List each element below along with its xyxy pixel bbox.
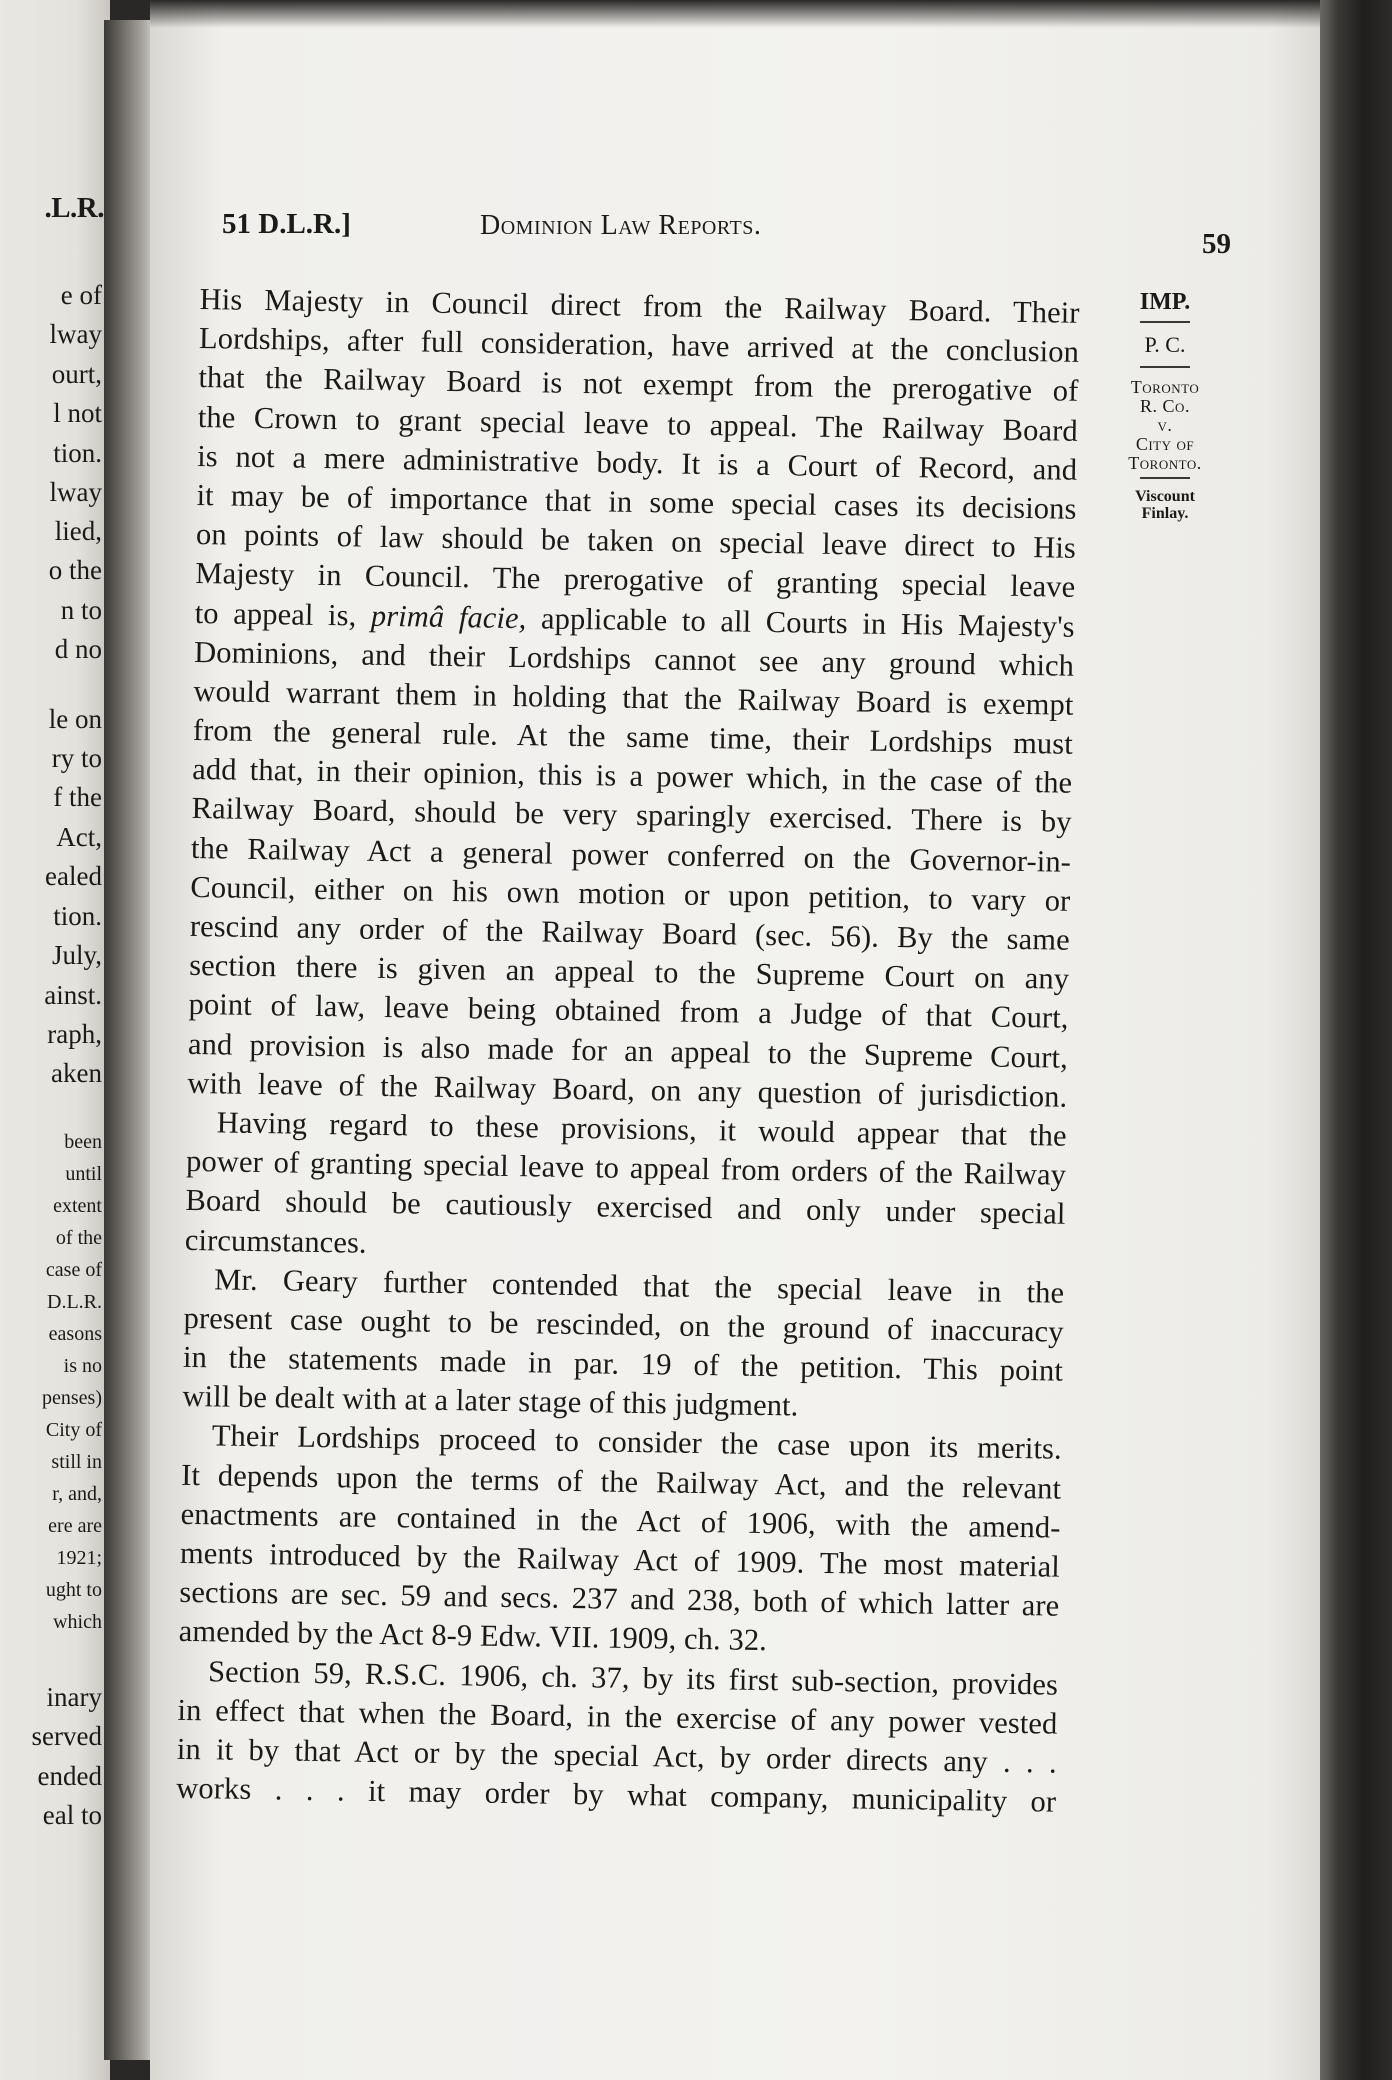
journal-title: Dominion Law Reports.: [480, 210, 762, 241]
text-line: from the general rule. At the same time, their Lordships must: [192, 713, 1074, 761]
previous-page-line: ught to: [45, 1579, 102, 1601]
previous-page-line: D.L.R.: [47, 1291, 102, 1313]
text-line: Dominions, and their Lordships cannot see any ground which: [193, 634, 1075, 683]
previous-page-line: l not: [53, 398, 102, 428]
margin-case-line: v.: [1157, 415, 1173, 436]
previous-page-line: ry to: [51, 743, 102, 773]
previous-page-line: le on: [48, 704, 102, 734]
previous-page-line: tion.: [53, 901, 102, 931]
text-segment: to appeal is,: [194, 595, 372, 633]
text-line: Having regard to these provisions, it would appear that the: [216, 1105, 1067, 1153]
text-line: in effect that when the Board, in the exercise of any power vested: [177, 1692, 1058, 1741]
text-line: It depends upon the terms of the Railway Act, and the relevant: [180, 1457, 1062, 1506]
margin-case-line: R. Co.: [1140, 396, 1190, 417]
text-line: point of law, leave being obtained from a Judge of that Court,: [188, 987, 1069, 1036]
previous-page-line: ended: [37, 1761, 102, 1791]
text-line: enactments are contained in the Act of 1906, with the amend-: [180, 1496, 1061, 1545]
text-line: Board should be cautiously exercised and only under special: [185, 1183, 1066, 1232]
text-line: on points of law should be taken on special leave direct to His: [195, 517, 1077, 565]
margin-notes: [1100, 290, 1230, 522]
margin-judge-line: Finlay.: [1141, 504, 1189, 522]
margin-tribunal: P. C.: [1144, 332, 1186, 358]
text-line: add that, in their opinion, this is a power which, in the case of the: [192, 752, 1073, 801]
text-line: circumstances.: [184, 1222, 367, 1260]
previous-page-line: r, and,: [52, 1483, 102, 1505]
margin-case-line: Toronto: [1130, 377, 1200, 398]
margin-rule: [1140, 477, 1190, 479]
previous-page-line: raph,: [47, 1019, 102, 1049]
previous-page-line: ainst.: [44, 980, 102, 1010]
previous-page-line: tion.: [53, 438, 102, 468]
text-line: amended by the Act 8-9 Edw. VII. 1909, ch. 32.: [178, 1614, 768, 1658]
italic-phrase: primâ facie,: [370, 598, 527, 635]
text-line: that the Railway Board is not exempt from the prerogative of: [198, 360, 1079, 409]
previous-page-line: is no: [63, 1355, 102, 1377]
previous-page-line: Act,: [56, 822, 102, 852]
book-gutter: [104, 20, 156, 2060]
text-line: rescind any order of the Railway Board (sec. 56). By the same: [189, 908, 1071, 957]
text-line: Railway Board, should be very sparingly exercised. There is by: [191, 791, 1072, 840]
previous-page-line: inary: [46, 1682, 102, 1712]
previous-page-line: d no: [54, 634, 102, 664]
previous-page-line: extent: [53, 1195, 102, 1217]
previous-page-line: eal to: [42, 1800, 102, 1830]
previous-page-line: o the: [48, 555, 102, 585]
text-line: His Majesty in Council direct from the Railway Board. Their: [199, 281, 1080, 330]
text-line: works . . . it may order by what company, municipality or: [176, 1770, 1057, 1819]
margin-case-line: City of: [1135, 433, 1195, 454]
previous-page-line: ealed: [45, 861, 102, 891]
previous-page-line: lied,: [54, 516, 102, 546]
previous-page-line: aken: [51, 1058, 102, 1088]
running-head: [222, 208, 1242, 260]
previous-page-line: July,: [51, 940, 102, 970]
previous-page-line: lway: [49, 477, 102, 507]
text-line: present case ought to be rescinded, on the ground of inaccuracy: [183, 1300, 1064, 1349]
previous-page-line: e of: [60, 280, 102, 310]
text-line: Their Lordships proceed to consider the case upon its merits.: [211, 1418, 1063, 1467]
body-text: [176, 280, 1080, 1822]
margin-court: IMP.: [1139, 289, 1191, 315]
text-line: Mr. Geary further contended that the special leave in the: [214, 1262, 1065, 1310]
margin-case-name: [1100, 378, 1230, 472]
previous-page-line: been: [64, 1131, 102, 1153]
text-line: sections are sec. 59 and secs. 237 and 238, both of which latter are: [179, 1575, 1060, 1623]
volume-reference: 51 D.L.R.]: [222, 208, 351, 240]
text-line: Majesty in Council. The prerogative of granting special leave: [195, 556, 1076, 605]
previous-page-line: 1921;: [56, 1547, 102, 1569]
text-line: ments introduced by the Railway Act of 1909. The most material: [179, 1535, 1061, 1584]
previous-page-line: ere are: [48, 1515, 102, 1537]
margin-case-line: Toronto.: [1128, 452, 1202, 473]
text-line: and provision is also made for an appeal to the Supreme Court,: [187, 1026, 1069, 1075]
previous-page-line: served: [31, 1721, 102, 1751]
previous-page-line: still in: [51, 1451, 102, 1473]
text-line: it may be of importance that in some special cases its decisions: [196, 477, 1077, 526]
previous-page-line: lway: [49, 319, 102, 349]
page-top-shadow: [150, 0, 1328, 28]
text-line: in it by that Act or by the special Act, by order directs any . . .: [176, 1731, 1058, 1780]
previous-page-line: n to: [60, 595, 102, 625]
text-line: in the statements made in par. 19 of the petition. This point: [182, 1339, 1064, 1388]
previous-page-line: penses): [42, 1387, 102, 1409]
text-line: the Railway Act a general power conferred on the Governor-in-: [190, 830, 1072, 879]
text-segment: applicable to all Courts in His Majesty's: [526, 600, 1075, 644]
previous-page-edge: [0, 0, 110, 2080]
previous-page-line: which: [53, 1611, 102, 1633]
margin-judge-line: Viscount: [1135, 487, 1195, 505]
previous-page-line: case of: [45, 1259, 102, 1281]
text-line: will be dealt with at a later stage of this judgment.: [182, 1379, 799, 1423]
text-line: power of granting special leave to appeal from orders of the Railway: [185, 1144, 1067, 1192]
margin-rule: [1140, 366, 1190, 368]
text-line: Council, either on his own motion or upon petition, to vary or: [190, 869, 1071, 918]
page-number: 59: [1202, 228, 1231, 260]
text-line: would warrant them in holding that the Railway Board is exempt: [193, 673, 1074, 722]
previous-page-line: ourt,: [51, 359, 102, 389]
previous-page-line: City of: [45, 1419, 102, 1441]
previous-page-line: until: [65, 1163, 102, 1185]
text-line: is not a mere administrative body. It is a Court of Record, and: [196, 438, 1078, 487]
book-cover-edge: [1320, 0, 1392, 2080]
previous-page-line: easons: [48, 1323, 102, 1345]
previous-page-line: of the: [55, 1227, 102, 1249]
text-line: with leave of the Railway Board, on any question of jurisdiction.: [187, 1065, 1068, 1114]
previous-page-line: f the: [53, 782, 102, 812]
previous-page-running-head: .L.R.: [44, 192, 104, 224]
text-line: section there is given an appeal to the Supreme Court on any: [188, 948, 1070, 996]
margin-judge: [1100, 489, 1230, 523]
margin-rule: [1140, 321, 1190, 323]
text-line: Lordships, after full consideration, have arrived at the conclusion: [198, 321, 1080, 370]
text-line: the Crown to grant special leave to appeal. The Railway Board: [197, 399, 1079, 448]
text-line: Section 59, R.S.C. 1906, ch. 37, by its first sub-section, provides: [207, 1653, 1059, 1702]
